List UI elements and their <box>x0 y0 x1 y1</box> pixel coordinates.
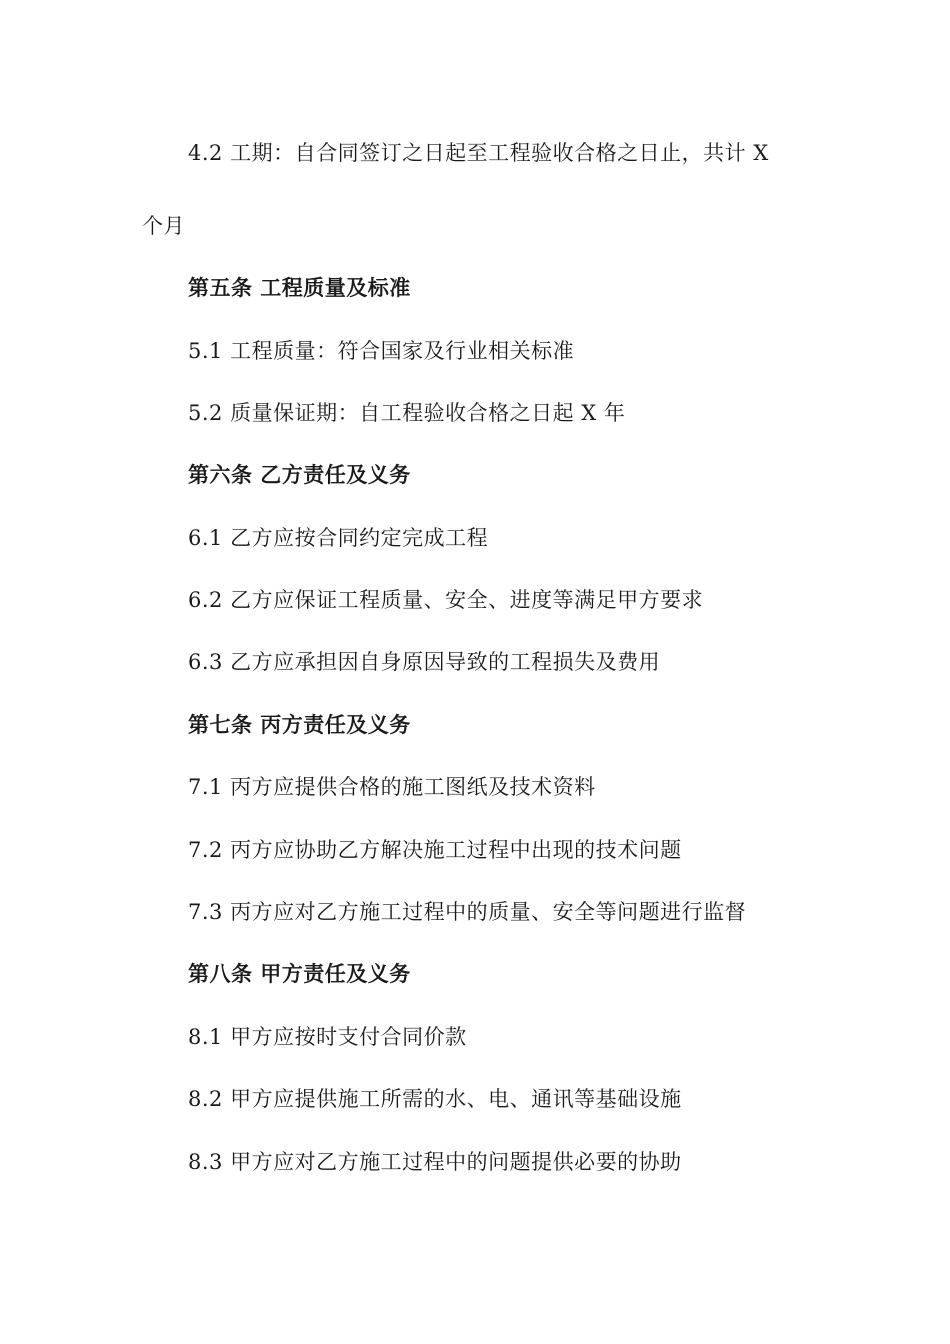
clause-8-2: 8.2 甲方应提供施工所需的水、电、通讯等基础设施 <box>188 1087 682 1111</box>
clause-6-3: 6.3 乙方应承担因自身原因导致的工程损失及费用 <box>188 650 661 674</box>
section-8-heading: 第八条 甲方责任及义务 <box>188 962 411 986</box>
clause-7-2: 7.2 丙方应协助乙方解决施工过程中出现的技术问题 <box>188 838 682 862</box>
clause-6-2: 6.2 乙方应保证工程质量、安全、进度等满足甲方要求 <box>188 588 704 612</box>
clause-4-2-line-2: 个月 <box>142 214 185 238</box>
clause-8-1: 8.1 甲方应按时支付合同价款 <box>188 1025 467 1049</box>
clause-7-1: 7.1 丙方应提供合格的施工图纸及技术资料 <box>188 775 596 799</box>
section-5-heading: 第五条 工程质量及标准 <box>188 276 411 300</box>
section-7-heading: 第七条 丙方责任及义务 <box>188 713 411 737</box>
clause-7-3: 7.3 丙方应对乙方施工过程中的质量、安全等问题进行监督 <box>188 900 747 924</box>
clause-6-1: 6.1 乙方应按合同约定完成工程 <box>188 526 489 550</box>
clause-4-2-line-1: 4.2 工期：自合同签订之日起至工程验收合格之日止，共计 X <box>188 141 769 165</box>
clause-5-1: 5.1 工程质量：符合国家及行业相关标准 <box>188 339 575 363</box>
clause-5-2: 5.2 质量保证期：自工程验收合格之日起 X 年 <box>188 401 626 425</box>
clause-8-3: 8.3 甲方应对乙方施工过程中的问题提供必要的协助 <box>188 1150 682 1174</box>
section-6-heading: 第六条 乙方责任及义务 <box>188 463 411 487</box>
